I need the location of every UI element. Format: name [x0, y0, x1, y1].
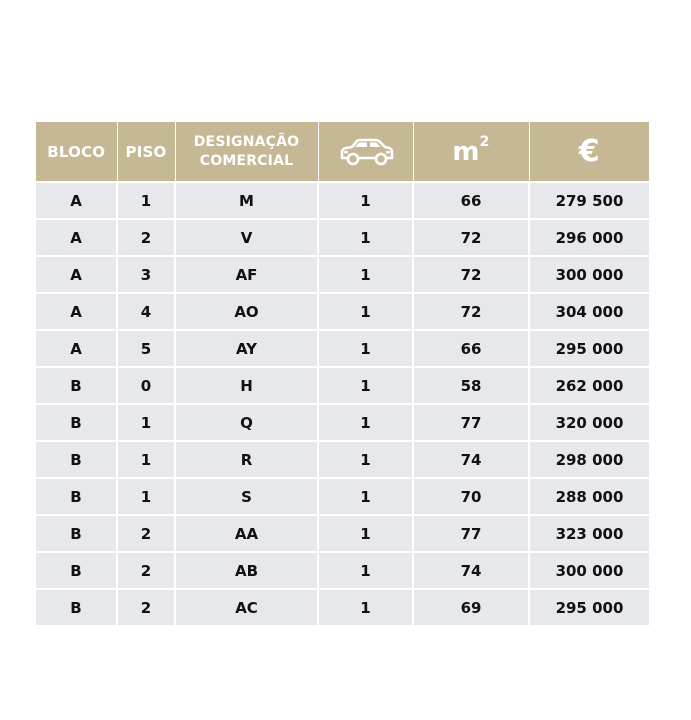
cell-preco: 295 000 — [529, 330, 649, 367]
car-icon — [319, 137, 413, 167]
cell-area: 69 — [413, 589, 529, 625]
cell-area: 72 — [413, 219, 529, 256]
cell-area: 66 — [413, 330, 529, 367]
table-row — [36, 441, 649, 478]
cell-area: 72 — [413, 256, 529, 293]
table-row — [36, 256, 649, 293]
cell-area: 66 — [413, 182, 529, 219]
header-price: € — [529, 122, 649, 182]
cell-piso: 1 — [117, 478, 175, 515]
cell-bloco: B — [36, 478, 117, 515]
cell-bloco: A — [36, 219, 117, 256]
cell-estacionamento: 1 — [318, 367, 413, 404]
cell-piso: 1 — [117, 182, 175, 219]
cell-bloco: B — [36, 404, 117, 441]
cell-area: 77 — [413, 515, 529, 552]
cell-preco: 304 000 — [529, 293, 649, 330]
header-row — [36, 122, 649, 182]
cell-designacao: AB — [175, 552, 318, 589]
cell-designacao: R — [175, 441, 318, 478]
header-designacao — [175, 122, 318, 182]
cell-estacionamento: 1 — [318, 182, 413, 219]
table-row — [36, 182, 649, 219]
cell-preco: 300 000 — [529, 256, 649, 293]
table-row — [36, 589, 649, 625]
cell-piso: 4 — [117, 293, 175, 330]
cell-preco: 298 000 — [529, 441, 649, 478]
table-row — [36, 293, 649, 330]
cell-estacionamento: 1 — [318, 330, 413, 367]
area-unit: m — [452, 136, 480, 167]
cell-designacao: AO — [175, 293, 318, 330]
cell-area: 70 — [413, 478, 529, 515]
cell-preco: 288 000 — [529, 478, 649, 515]
cell-preco: 320 000 — [529, 404, 649, 441]
cell-piso: 1 — [117, 404, 175, 441]
cell-piso: 2 — [117, 515, 175, 552]
table-body — [36, 182, 649, 625]
cell-preco: 323 000 — [529, 515, 649, 552]
cell-piso: 5 — [117, 330, 175, 367]
cell-bloco: A — [36, 182, 117, 219]
cell-estacionamento: 1 — [318, 293, 413, 330]
cell-area: 74 — [413, 552, 529, 589]
cell-piso: 2 — [117, 552, 175, 589]
table-row — [36, 367, 649, 404]
cell-estacionamento: 1 — [318, 441, 413, 478]
cell-bloco: A — [36, 256, 117, 293]
cell-bloco: B — [36, 515, 117, 552]
cell-designacao: Q — [175, 404, 318, 441]
cell-designacao: AF — [175, 256, 318, 293]
cell-designacao: S — [175, 478, 318, 515]
cell-bloco: A — [36, 293, 117, 330]
table-row — [36, 330, 649, 367]
price-table — [36, 122, 649, 625]
cell-bloco: B — [36, 441, 117, 478]
cell-estacionamento: 1 — [318, 552, 413, 589]
table-row — [36, 219, 649, 256]
table-row — [36, 404, 649, 441]
cell-designacao: AA — [175, 515, 318, 552]
cell-bloco: A — [36, 330, 117, 367]
header-parking — [318, 122, 413, 182]
header-designacao-line2: COMERCIAL — [199, 152, 294, 169]
area-exponent: 2 — [479, 133, 490, 150]
cell-estacionamento: 1 — [318, 404, 413, 441]
cell-preco: 300 000 — [529, 552, 649, 589]
table-row — [36, 478, 649, 515]
cell-bloco: B — [36, 552, 117, 589]
cell-preco: 295 000 — [529, 589, 649, 625]
cell-estacionamento: 1 — [318, 589, 413, 625]
header-area — [413, 122, 529, 182]
cell-estacionamento: 1 — [318, 256, 413, 293]
header-piso: PISO — [117, 122, 175, 182]
cell-estacionamento: 1 — [318, 478, 413, 515]
table-row — [36, 552, 649, 589]
cell-designacao: V — [175, 219, 318, 256]
cell-piso: 0 — [117, 367, 175, 404]
cell-piso: 3 — [117, 256, 175, 293]
table-row — [36, 515, 649, 552]
header-designacao-line1: DESIGNAÇÃO — [193, 133, 300, 150]
cell-designacao: AC — [175, 589, 318, 625]
cell-preco: 296 000 — [529, 219, 649, 256]
cell-area: 58 — [413, 367, 529, 404]
cell-piso: 2 — [117, 219, 175, 256]
cell-area: 74 — [413, 441, 529, 478]
cell-designacao: AY — [175, 330, 318, 367]
cell-estacionamento: 1 — [318, 219, 413, 256]
cell-bloco: B — [36, 367, 117, 404]
cell-piso: 2 — [117, 589, 175, 625]
cell-area: 77 — [413, 404, 529, 441]
cell-preco: 279 500 — [529, 182, 649, 219]
cell-piso: 1 — [117, 441, 175, 478]
cell-designacao: H — [175, 367, 318, 404]
cell-bloco: B — [36, 589, 117, 625]
header-bloco: BLOCO — [36, 122, 117, 182]
cell-preco: 262 000 — [529, 367, 649, 404]
cell-area: 72 — [413, 293, 529, 330]
cell-designacao: M — [175, 182, 318, 219]
cell-estacionamento: 1 — [318, 515, 413, 552]
